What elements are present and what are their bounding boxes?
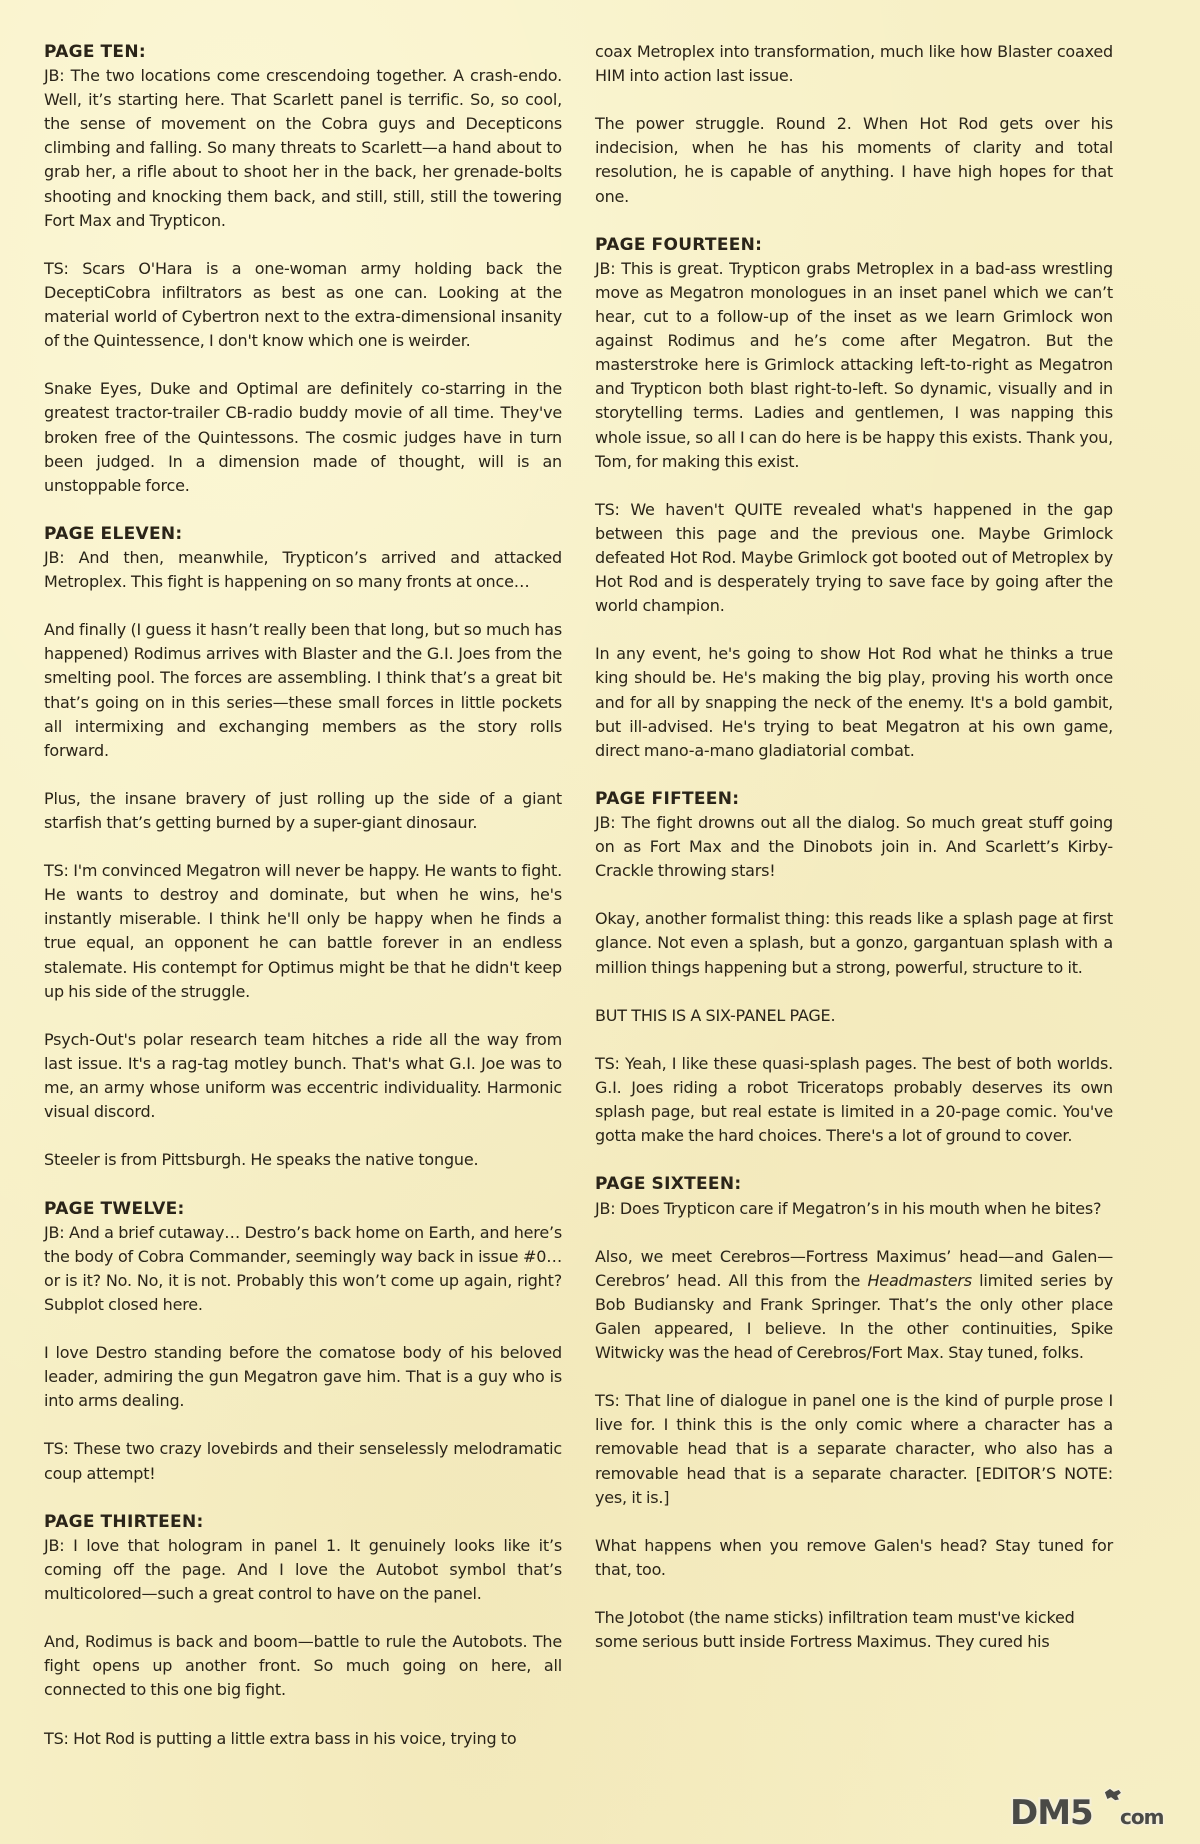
dm5-logo-mark-icon	[1010, 1788, 1164, 1830]
left-column	[44, 40, 562, 1775]
series-title: Headmasters	[867, 1270, 972, 1290]
paragraph: TS: Yeah, I like these quasi-splash pages. The best of both worlds. G.I. Joes riding a robot Triceratops probably deserves its own splash page, but real estate is limited in a 20-page comic. You've gotta make the hard choices. There's a lot of ground to cover.	[595, 1053, 1113, 1146]
section-heading-page-ten: PAGE TEN:	[44, 42, 146, 62]
svg-text:DM5: DM5	[1010, 1793, 1093, 1830]
paragraph: coax Metroplex into transformation, much like how Blaster coaxed HIM into action last issue.	[595, 42, 1113, 86]
paragraph: TS: Hot Rod is putting a little extra bass in his voice, trying to	[44, 1728, 517, 1748]
paragraph: JB: This is great. Trypticon grabs Metroplex in a bad-ass wrestling move as Megatron monologues in an inset panel which we can’t hear, cut to a follow-up of the inset as we learn Grimlock won against Rodimus and he’s come after Megatron. But the masterstroke here is Grimlock attacking left-to-right as Megatron and Trypticon both blast right-to-left. So dynamic, visually and in storytelling terms. Ladies and gentlemen, I was napping this whole issue, so all I can do here is be happy this exists. Thank you, Tom, for making this exist.	[595, 258, 1113, 471]
paragraph: I love Destro standing before the comatose body of his beloved leader, admiring the gun Megatron gave him. That is a guy who is into arms dealing.	[44, 1343, 562, 1411]
paragraph: BUT THIS IS A SIX-PANEL PAGE.	[595, 1005, 836, 1025]
section-heading-page-fifteen: PAGE FIFTEEN:	[595, 788, 740, 809]
paragraph: TS: We haven't QUITE revealed what's happened in the gap between this page and the previous one. Maybe Grimlock defeated Hot Rod. Maybe Grimlock got booted out of Metroplex by Hot Rod and is desperately trying to save face by going after the world champion.	[595, 499, 1113, 616]
section-heading-page-eleven: PAGE ELEVEN:	[44, 523, 183, 544]
paragraph: Snake Eyes, Duke and Optimal are definitely co-starring in the greatest tractor-trailer CB-radio buddy movie of all time. They've broken free of the Quintessons. The cosmic judges have in turn been judged. In a dimension made of thought, will is an unstoppable force.	[44, 379, 562, 495]
paragraph: And, Rodimus is back and boom—battle to rule the Autobots. The fight opens up another front. So much going on here, all connected to this one big fight.	[44, 1632, 562, 1700]
paragraph: Steeler is from Pittsburgh. He speaks the native tongue.	[44, 1150, 479, 1170]
paragraph: Plus, the insane bravery of just rolling up the side of a giant starfish that’s getting burned by a super-giant dinosaur.	[44, 788, 562, 832]
paragraph: The power struggle. Round 2. When Hot Rod gets over his indecision, when he has his moments of clarity and total resolution, he is capable of anything. I have high hopes for that one.	[595, 114, 1113, 206]
section-heading-page-thirteen: PAGE THIRTEEN:	[44, 1511, 204, 1532]
paragraph: What happens when you remove Galen's head? Stay tuned for that, too.	[595, 1535, 1113, 1579]
text-run: Also, we meet Cerebros—Fortress Maximus’ head—and Galen—Cerebros’ head. All this from the	[595, 1246, 1113, 1290]
paragraph-with-title	[595, 1245, 1113, 1365]
paragraph: TS: These two crazy lovebirds and their senselessly melodramatic coup attempt!	[44, 1439, 562, 1483]
paragraph: Psych-Out's polar research team hitches a ride all the way from last issue. It's a rag-tag motley bunch. That's what G.I. Joe was to me, an army whose uniform was eccentric individuality. Harmonic visual discord.	[44, 1029, 562, 1122]
dm5-watermark-logo	[1008, 1786, 1178, 1830]
paragraph: Okay, another formalist thing: this reads like a splash page at first glance. Not even a splash, but a gonzo, gargantuan splash with a million things happening but a strong, powerful, structure to it.	[595, 909, 1113, 977]
paragraph: JB: And a brief cutaway… Destro’s back home on Earth, and here’s the body of Cobra Commander, seemingly way back in issue #0… or is it? No. No, it is not. Probably this won’t come up again, right? Subplot closed here.	[44, 1222, 562, 1314]
paragraph: TS: That line of dialogue in panel one is the kind of purple prose I live for. I think this is the only comic where a character has a removable head that is a separate character, who also has a removable head that is a separate character. [EDITOR’S NOTE: yes, it is.]	[595, 1391, 1113, 1507]
paragraph: JB: Does Trypticon care if Megatron’s in his mouth when he bites?	[595, 1198, 1102, 1218]
paragraph: And finally (I guess it hasn’t really been that long, but so much has happened) Rodimus arrives with Blaster and the G.I. Joes from the smelting pool. The forces are assembling. I think that’s a great bit that’s going on in this series—these small forces in little pockets all intermixing and exchanging members as the story rolls forward.	[44, 620, 562, 760]
paragraph: TS: Scars O'Hara is a one-woman army holding back the DeceptiCobra infiltrators as best as one can. Looking at the material world of Cybertron next to the extra-dimensional insanity of the Quintessence, I don't know which one is weirder.	[44, 258, 562, 351]
paragraph: JB: And then, meanwhile, Trypticon’s arrived and attacked Metroplex. This fight is happening on so many fronts at once…	[44, 547, 562, 592]
paragraph: JB: The fight drowns out all the dialog. So much great stuff going on as Fort Max and the Dinobots join in. And Scarlett’s Kirby-Crackle throwing stars!	[595, 813, 1113, 881]
section-heading-page-fourteen: PAGE FOURTEEN:	[595, 234, 763, 255]
svg-text:com: com	[1120, 1805, 1164, 1829]
text-run: limited series by Bob Budiansky and Frank Springer. That’s the only other place Galen appeared, I believe. In the other continuities, Spike Witwicky was the head of Cerebros/Fort Max. Stay tuned, folks.	[595, 1270, 1113, 1363]
paragraph: JB: The two locations come crescendoing together. A crash-endo. Well, it’s starting here. That Scarlett panel is terrific. So, so cool, the sense of movement on the Cobra guys and Decepticons climbing and falling. So many threats to Scarlett—a hand about to grab her, a rifle about to shoot her in the back, her grenade-bolts shooting and knocking them back, and still, still, still the towering Fort Max and Trypticon.	[44, 66, 562, 230]
section-heading-page-twelve: PAGE TWELVE:	[44, 1198, 185, 1219]
section-heading-page-sixteen: PAGE SIXTEEN:	[595, 1174, 742, 1195]
paragraph: In any event, he's going to show Hot Rod what he thinks a true king should be. He's making the big play, proving his worth once and for all by snapping the neck of the enemy. It's a bold gambit, but ill-advised. He's trying to beat Megatron at his own game, direct mano-a-mano gladiatorial combat.	[595, 644, 1113, 760]
paragraph: TS: I'm convinced Megatron will never be happy. He wants to fight. He wants to destroy and dominate, but when he wins, he's instantly miserable. I think he'll only be happy when he finds a true equal, an opponent he can battle forever in an endless stalemate. His contempt for Optimus might be that he didn't keep up his side of the struggle.	[44, 861, 562, 1001]
right-column	[595, 40, 1113, 1678]
paragraph: The Jotobot (the name sticks) infiltration team must've kicked some serious butt inside Fortress Maximus. They cured his	[595, 1608, 1075, 1652]
paragraph: JB: I love that hologram in panel 1. It genuinely looks like it’s coming off the page. And I love the Autobot symbol that’s multicolored—such a great control to have on the panel.	[44, 1535, 562, 1603]
